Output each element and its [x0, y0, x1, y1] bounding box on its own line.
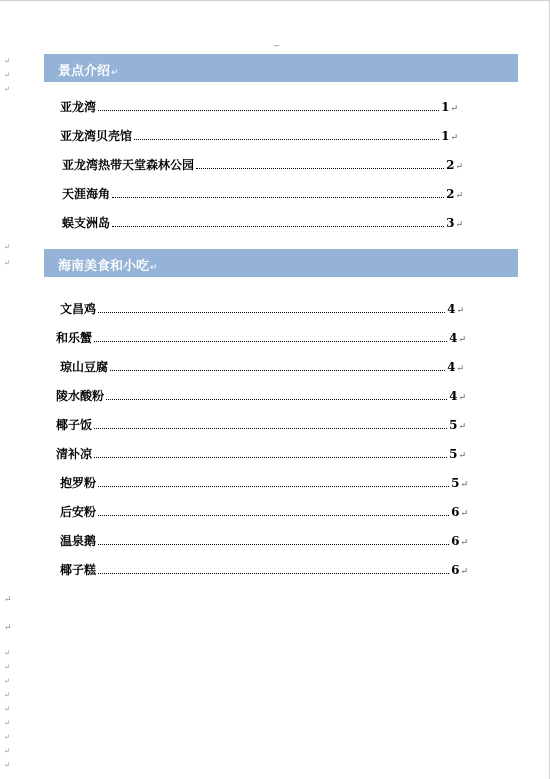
toc-entry-label: 蜈支洲岛: [62, 216, 111, 230]
paragraph-mark: ↵: [4, 623, 12, 633]
toc-entry[interactable]: 亚龙湾 1 ↵: [60, 100, 458, 114]
margin-paragraph-mark: ↵: [4, 761, 10, 769]
margin-paragraph-mark: ↵: [4, 691, 10, 699]
toc-leader-dots: [94, 457, 447, 458]
toc-page-number: 5: [451, 476, 460, 490]
toc-page-number: 5: [449, 447, 458, 461]
toc-page-number: 3: [446, 216, 455, 230]
toc-leader-dots: [94, 428, 447, 429]
toc-entry[interactable]: 和乐蟹 4 ↵: [56, 331, 466, 345]
toc-leader-dots: [134, 139, 439, 140]
toc-page-number: 2: [446, 187, 455, 201]
toc-page-number: 4: [447, 302, 456, 316]
margin-paragraph-mark: ↵: [4, 57, 10, 65]
margin-paragraph-mark: ↵: [4, 747, 10, 755]
margin-paragraph-mark: ↵: [4, 259, 10, 267]
toc-entry[interactable]: 亚龙湾热带天堂森林公园 2 ↵: [62, 158, 463, 172]
toc-entry[interactable]: 椰子糕 6 ↵: [60, 563, 468, 577]
margin-paragraph-mark: ↵: [4, 663, 10, 671]
toc-entry-label: 亚龙湾热带天堂森林公园: [62, 158, 195, 172]
paragraph-mark: ↵: [4, 595, 12, 605]
toc-page-number: 6: [451, 505, 460, 519]
toc-leader-dots: [98, 312, 445, 313]
toc-entry[interactable]: 抱罗粉 5 ↵: [60, 476, 468, 490]
toc-entry-label: 琼山豆腐: [60, 360, 109, 374]
toc-leader-dots: [98, 486, 449, 487]
toc-entry-label: 亚龙湾: [60, 100, 97, 114]
toc-entry[interactable]: 后安粉 6 ↵: [60, 505, 468, 519]
toc-entry-label: 抱罗粉: [60, 476, 97, 490]
toc-page-number: 4: [447, 360, 456, 374]
toc-leader-dots: [98, 515, 449, 516]
margin-paragraph-mark: ↵: [4, 733, 10, 741]
toc-page-number: 2: [446, 158, 455, 172]
toc-page-number: 4: [449, 331, 458, 345]
toc-entry-label: 清补凉: [56, 447, 93, 461]
header-corner-mark: ⌐: [274, 42, 280, 50]
toc-page-number: 6: [451, 563, 460, 577]
toc-page-number: 4: [449, 389, 458, 403]
margin-paragraph-mark: ↵: [4, 243, 10, 251]
toc-leader-dots: [98, 110, 439, 111]
toc-entry[interactable]: 椰子饭 5 ↵: [56, 418, 466, 432]
toc-entry-label: 文昌鸡: [60, 302, 97, 316]
toc-page-number: 1: [441, 129, 450, 143]
margin-paragraph-mark: ↵: [4, 719, 10, 727]
margin-paragraph-mark: ↵: [4, 71, 10, 79]
margin-paragraph-mark: ↵: [4, 677, 10, 685]
toc-entry[interactable]: 温泉鹅 6 ↵: [60, 534, 468, 548]
toc-leader-dots: [196, 168, 444, 169]
toc-entry-label: 温泉鹅: [60, 534, 97, 548]
toc-entry[interactable]: 天涯海角 2 ↵: [62, 187, 463, 201]
toc-entry-label: 陵水酸粉: [56, 389, 105, 403]
section-title: 景点介绍↵: [58, 64, 119, 79]
margin-paragraph-mark: ↵: [4, 85, 10, 93]
toc-entry-label: 椰子饭: [56, 418, 93, 432]
toc-page-number: 1: [441, 100, 450, 114]
toc-entry[interactable]: 亚龙湾贝壳馆 1 ↵: [60, 129, 458, 143]
section-heading-food: [44, 249, 518, 277]
toc-entry[interactable]: 陵水酸粉 4 ↵: [56, 389, 466, 403]
toc-entry-label: 椰子糕: [60, 563, 97, 577]
toc-leader-dots: [98, 573, 449, 574]
toc-page-number: 5: [449, 418, 458, 432]
toc-leader-dots: [110, 370, 445, 371]
toc-entry[interactable]: 文昌鸡 4 ↵: [60, 302, 464, 316]
toc-leader-dots: [98, 544, 449, 545]
toc-entry-label: 天涯海角: [62, 187, 111, 201]
section-heading-attractions: [44, 54, 518, 82]
toc-entry-label: 和乐蟹: [56, 331, 93, 345]
toc-entry[interactable]: 清补凉 5 ↵: [56, 447, 466, 461]
toc-entry[interactable]: 蜈支洲岛 3 ↵: [62, 216, 463, 230]
section-title: 海南美食和小吃↵: [58, 259, 158, 274]
toc-entry-label: 后安粉: [60, 505, 97, 519]
page-top-border: [0, 0, 550, 1]
toc-leader-dots: [112, 197, 444, 198]
margin-paragraph-mark: ↵: [4, 649, 10, 657]
margin-paragraph-mark: ↵: [4, 705, 10, 713]
toc-entry[interactable]: 琼山豆腐 4 ↵: [60, 360, 464, 374]
toc-leader-dots: [112, 226, 444, 227]
toc-entry-label: 亚龙湾贝壳馆: [60, 129, 133, 143]
toc-page-number: 6: [451, 534, 460, 548]
toc-leader-dots: [106, 399, 447, 400]
toc-leader-dots: [94, 341, 447, 342]
